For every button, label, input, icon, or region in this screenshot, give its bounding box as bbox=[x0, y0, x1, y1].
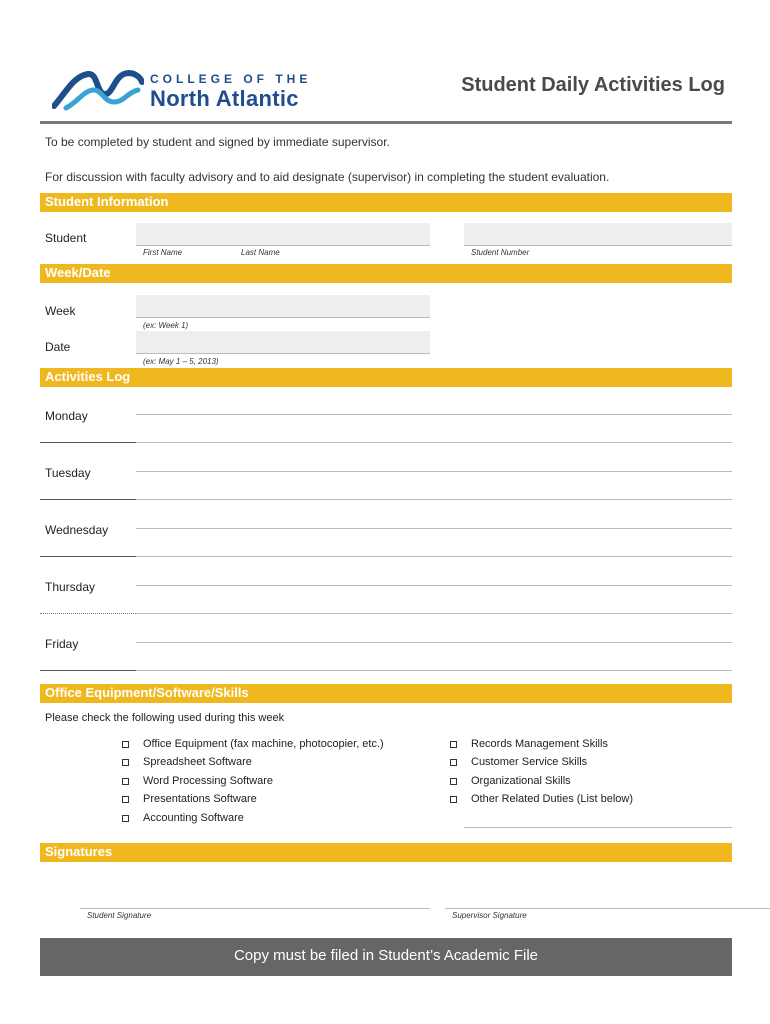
checkbox-organizational[interactable] bbox=[450, 775, 571, 787]
document-title: Student Daily Activities Log bbox=[461, 74, 725, 96]
other-duties-line[interactable] bbox=[464, 827, 732, 828]
date-underline bbox=[136, 353, 430, 354]
intro-line-2: For discussion with faculty advisory and to aid designate (supervisor) in completing the student evaluation. bbox=[45, 170, 610, 184]
tuesday-separator-right bbox=[136, 499, 732, 500]
student-number-underline bbox=[464, 245, 732, 246]
student-signature-hint: Student Signature bbox=[87, 911, 152, 920]
checkbox-icon[interactable] bbox=[122, 741, 129, 748]
checkbox-word-processing[interactable] bbox=[122, 775, 273, 787]
checkbox-presentations[interactable] bbox=[122, 793, 257, 805]
college-logo bbox=[52, 66, 312, 116]
checkbox-icon[interactable] bbox=[450, 741, 457, 748]
thursday-separator-right bbox=[136, 613, 732, 614]
day-label-wednesday: Wednesday bbox=[45, 523, 109, 537]
friday-separator-left bbox=[40, 670, 136, 671]
day-label-tuesday: Tuesday bbox=[45, 466, 91, 480]
first-name-hint: First Name bbox=[143, 248, 183, 257]
day-label-thursday: Thursday bbox=[45, 580, 96, 594]
checkbox-label: Customer Service Skills bbox=[471, 756, 588, 768]
checkbox-customer-service[interactable] bbox=[450, 756, 587, 768]
footer-text: Copy must be filed in Student’s Academic File bbox=[233, 947, 539, 964]
monday-separator-right bbox=[136, 442, 732, 443]
tuesday-entry-line[interactable] bbox=[136, 471, 732, 472]
checkbox-label: Organizational Skills bbox=[471, 775, 571, 787]
wednesday-separator-left bbox=[40, 556, 136, 557]
date-field[interactable] bbox=[136, 331, 430, 353]
week-field[interactable] bbox=[136, 295, 430, 317]
checkbox-label: Word Processing Software bbox=[143, 775, 274, 787]
student-name-field[interactable] bbox=[136, 223, 430, 245]
student-signature-line[interactable] bbox=[80, 908, 430, 909]
logo-text-main: North Atlantic bbox=[150, 86, 299, 111]
student-number-hint: Student Number bbox=[471, 248, 530, 257]
checkbox-label: Other Related Duties (List below) bbox=[471, 793, 634, 805]
thursday-separator-left bbox=[40, 613, 136, 614]
checkbox-other-duties[interactable] bbox=[450, 793, 633, 805]
checkbox-icon[interactable] bbox=[450, 796, 457, 803]
student-number-field[interactable] bbox=[464, 223, 732, 245]
intro-line-1: To be completed by student and signed by immediate supervisor. bbox=[45, 135, 390, 149]
tuesday-separator-left bbox=[40, 499, 136, 500]
logo-text-top: COLLEGE OF THE bbox=[150, 72, 312, 86]
monday-separator-left bbox=[40, 442, 136, 443]
checkbox-records-management[interactable] bbox=[450, 738, 608, 750]
checkbox-label: Records Management Skills bbox=[471, 738, 608, 750]
checkbox-label: Presentations Software bbox=[143, 793, 257, 805]
date-hint: (ex: May 1 – 5, 2013) bbox=[143, 357, 219, 366]
checkbox-accounting[interactable] bbox=[122, 812, 244, 824]
checkbox-icon[interactable] bbox=[122, 759, 129, 766]
student-label: Student bbox=[45, 231, 87, 245]
section-title: Student Information bbox=[45, 194, 169, 209]
checkbox-spreadsheet-software[interactable] bbox=[122, 756, 252, 768]
date-label: Date bbox=[45, 340, 71, 354]
wednesday-entry-line[interactable] bbox=[136, 528, 732, 529]
checkbox-office-equipment[interactable] bbox=[122, 738, 384, 750]
footer-banner bbox=[40, 938, 732, 976]
week-underline bbox=[136, 317, 430, 318]
checkbox-label: Office Equipment (fax machine, photocopier, etc.) bbox=[143, 738, 384, 750]
checkbox-icon[interactable] bbox=[122, 778, 129, 785]
section-week-date bbox=[40, 264, 732, 283]
section-title: Office Equipment/Software/Skills bbox=[45, 685, 249, 700]
friday-entry-line[interactable] bbox=[136, 642, 732, 643]
thursday-entry-line[interactable] bbox=[136, 585, 732, 586]
section-title: Signatures bbox=[45, 844, 113, 859]
supervisor-signature-hint: Supervisor Signature bbox=[452, 911, 527, 920]
checkbox-icon[interactable] bbox=[122, 815, 129, 822]
wednesday-separator-right bbox=[136, 556, 732, 557]
section-signatures bbox=[40, 843, 732, 862]
checkbox-label: Spreadsheet Software bbox=[143, 756, 252, 768]
section-office-equipment bbox=[40, 684, 732, 703]
checkbox-icon[interactable] bbox=[122, 796, 129, 803]
logo-wave-icon bbox=[52, 68, 144, 112]
section-title: Week/Date bbox=[45, 265, 111, 280]
checkbox-label: Accounting Software bbox=[143, 812, 244, 824]
friday-separator-right bbox=[136, 670, 732, 671]
supervisor-signature-line[interactable] bbox=[445, 908, 770, 909]
office-instruction: Please check the following used during this week bbox=[45, 712, 285, 724]
student-name-underline bbox=[136, 245, 430, 246]
monday-entry-line[interactable] bbox=[136, 414, 732, 415]
week-hint: (ex: Week 1) bbox=[143, 321, 189, 330]
week-label: Week bbox=[45, 304, 76, 318]
checkbox-icon[interactable] bbox=[450, 778, 457, 785]
section-activities-log bbox=[40, 368, 732, 387]
section-title: Activities Log bbox=[45, 369, 131, 384]
day-label-friday: Friday bbox=[45, 637, 79, 651]
last-name-hint: Last Name bbox=[241, 248, 280, 257]
header-divider bbox=[40, 121, 732, 124]
day-label-monday: Monday bbox=[45, 409, 88, 423]
section-student-information bbox=[40, 193, 732, 212]
checkbox-icon[interactable] bbox=[450, 759, 457, 766]
